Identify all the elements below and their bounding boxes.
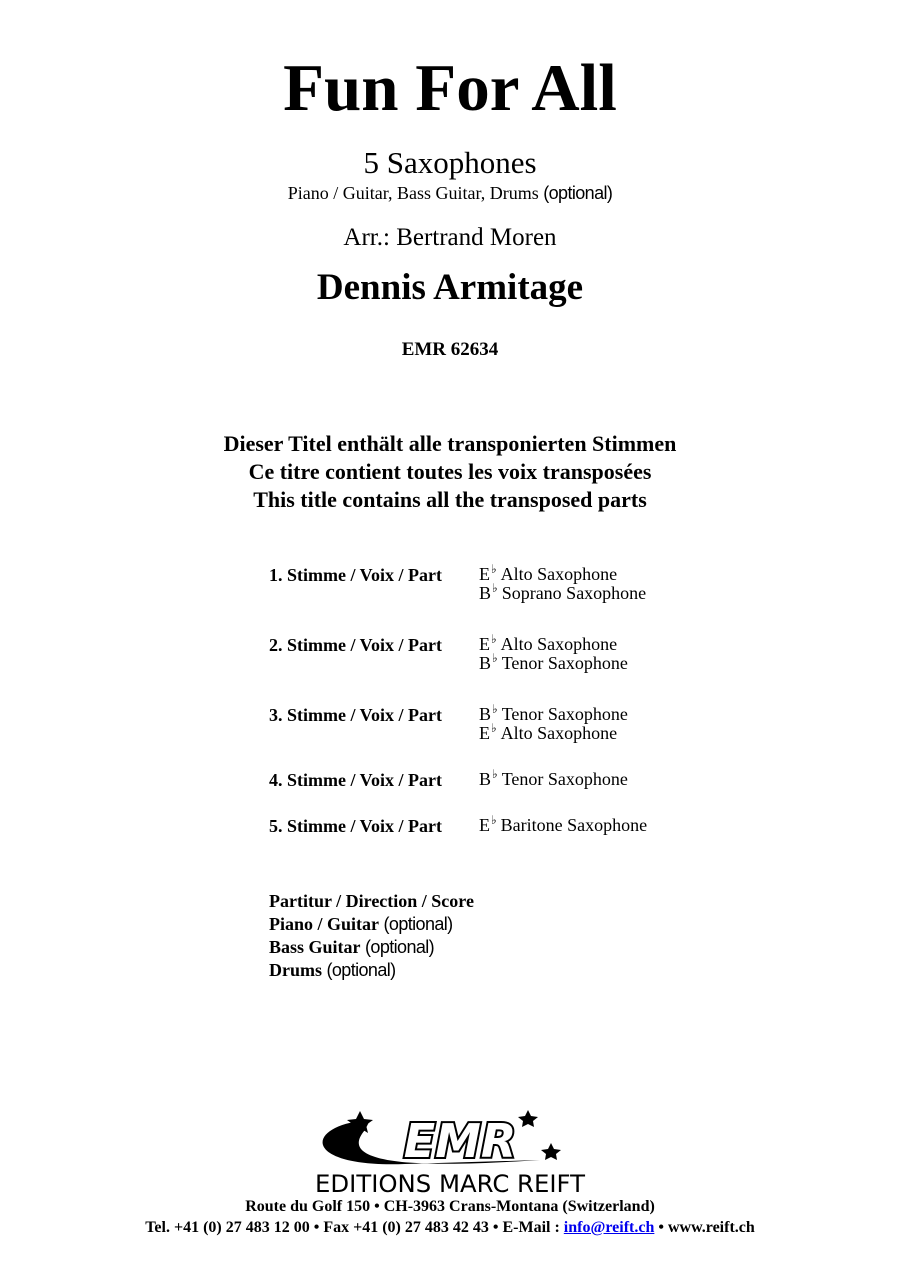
composer: Dennis Armitage — [316, 267, 584, 308]
instrument-key: B — [479, 704, 492, 724]
catalog-number: EMR 62634 — [401, 339, 499, 360]
extra-label: Partitur / Direction / Score — [269, 891, 474, 911]
flat-sign: ♭ — [492, 581, 498, 595]
instrument-line — [479, 721, 628, 743]
part-label: 5. Stimme / Voix / Part — [269, 816, 442, 836]
logo-star-right-bottom — [541, 1143, 561, 1160]
instrument-name: Tenor Saxophone — [501, 769, 628, 789]
part-instruments — [479, 702, 628, 743]
extra-item-score — [269, 890, 474, 913]
transposed-parts-notice — [0, 430, 900, 514]
logo-star-right-top — [518, 1110, 538, 1127]
instrument-name: Alto Saxophone — [500, 564, 618, 584]
part-label: 4. Stimme / Voix / Part — [269, 770, 442, 790]
flat-sign: ♭ — [491, 721, 497, 735]
flat-sign: ♭ — [491, 562, 497, 576]
part-label: 2. Stimme / Voix / Part — [269, 635, 442, 655]
instrument-name: Alto Saxophone — [500, 723, 618, 743]
emr-logo — [300, 1100, 600, 1195]
notice-line-de: Dieser Titel enthält alle transponierten Stimmen — [223, 431, 677, 456]
instrument-key: E — [479, 815, 490, 835]
flat-sign: ♭ — [491, 632, 497, 646]
flat-sign: ♭ — [492, 702, 498, 716]
instrument-line — [479, 651, 628, 673]
instrument-name: Baritone Saxophone — [500, 815, 648, 835]
instrument-line — [479, 632, 628, 654]
part-label: 3. Stimme / Voix / Part — [269, 705, 442, 725]
extra-item-drums — [269, 959, 474, 982]
instrument-key: B — [479, 653, 492, 673]
contact-phone-fax: Tel. +41 (0) 27 483 12 00 • Fax +41 (0) 27 483 42 43 • E-Mail : — [145, 1219, 564, 1236]
additional-parts — [269, 890, 474, 982]
instrument-line — [479, 702, 628, 724]
extra-label: Drums — [269, 960, 322, 980]
extra-label: Bass Guitar — [269, 937, 361, 957]
part-instruments — [479, 562, 647, 603]
flat-sign: ♭ — [491, 813, 497, 827]
extra-item-bass-guitar — [269, 936, 474, 959]
instrument-line — [479, 813, 648, 835]
instrument-key: B — [479, 583, 492, 603]
accompaniment — [0, 182, 900, 204]
logo-publisher-name: EDITIONS MARC REIFT — [315, 1170, 586, 1195]
part-instruments — [479, 767, 628, 789]
instrument-line — [479, 767, 628, 789]
instrument-name: Tenor Saxophone — [501, 704, 628, 724]
instrument-name: Tenor Saxophone — [501, 653, 628, 673]
extra-note: (optional) — [365, 937, 435, 957]
contact-website: • www.reift.ch — [654, 1219, 755, 1236]
instrument-name: Soprano Saxophone — [501, 583, 647, 603]
extra-label: Piano / Guitar — [269, 914, 380, 934]
instrument-key: E — [479, 634, 490, 654]
email-link[interactable]: info@reift.ch — [563, 1219, 655, 1236]
accompaniment-optional: (optional) — [543, 183, 613, 203]
instrument-line — [479, 562, 646, 584]
part-instruments — [479, 813, 648, 835]
flat-sign: ♭ — [492, 651, 498, 665]
instrument-key: E — [479, 723, 490, 743]
arranger: Arr.: Bertrand Moren — [343, 224, 557, 251]
accompaniment-list: Piano / Guitar, Bass Guitar, Drums — [287, 183, 539, 203]
logo-emr-text: EMR — [403, 1114, 517, 1168]
title: Fun For All — [283, 51, 617, 125]
extra-note: (optional) — [383, 914, 453, 934]
instrument-name: Alto Saxophone — [500, 634, 618, 654]
flat-sign: ♭ — [492, 767, 498, 781]
instrument-key: B — [479, 769, 492, 789]
extra-item-piano-guitar — [269, 913, 474, 936]
part-label: 1. Stimme / Voix / Part — [269, 565, 442, 585]
extra-note: (optional) — [326, 960, 396, 980]
part-instruments — [479, 632, 628, 673]
notice-line-en: This title contains all the transposed parts — [253, 487, 647, 512]
instrument-line — [479, 581, 647, 603]
notice-line-fr: Ce titre contient toutes les voix transposées — [248, 459, 652, 484]
publisher-address: Route du Golf 150 • CH-3963 Crans-Montana (Switzerland) — [245, 1198, 655, 1215]
publisher-contact — [0, 1218, 900, 1238]
instrument-key: E — [479, 564, 490, 584]
ensemble: 5 Saxophones — [363, 145, 537, 180]
